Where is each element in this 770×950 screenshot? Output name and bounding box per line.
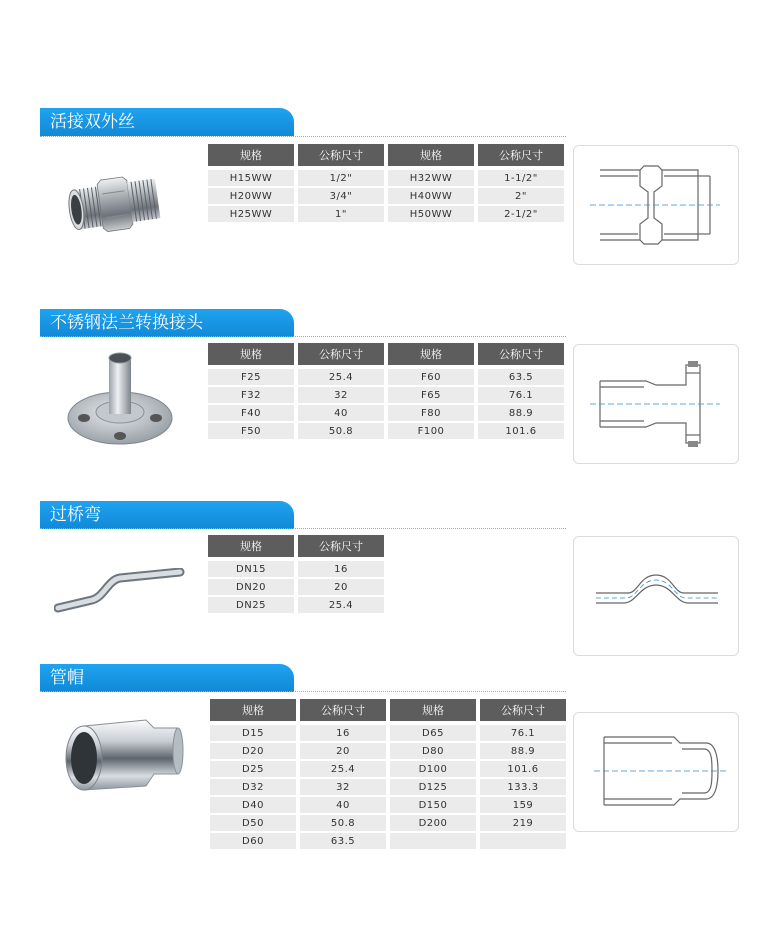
table-row bbox=[210, 779, 570, 797]
table-cell: H32WW bbox=[388, 170, 478, 188]
table-cell: DN15 bbox=[208, 561, 298, 579]
table-cell: 50.8 bbox=[300, 815, 390, 833]
table-cell: 20 bbox=[300, 743, 390, 761]
table-cell: F25 bbox=[208, 369, 298, 387]
table-cell: D25 bbox=[210, 761, 300, 779]
table-cell: F60 bbox=[388, 369, 478, 387]
table-cell: 219 bbox=[480, 815, 570, 833]
table-row bbox=[210, 797, 570, 815]
section-title-bar bbox=[40, 664, 294, 692]
bridge-bend-photo bbox=[54, 568, 190, 618]
table-cell: D65 bbox=[390, 725, 480, 743]
divider bbox=[40, 528, 566, 529]
table-cell: 3/4" bbox=[298, 188, 388, 206]
table-cell: D15 bbox=[210, 725, 300, 743]
table-cell: 32 bbox=[300, 779, 390, 797]
technical-drawing-pipe-cap bbox=[573, 712, 739, 832]
column-header: 规格 bbox=[208, 535, 298, 561]
divider bbox=[40, 336, 566, 337]
column-header: 规格 bbox=[210, 699, 300, 725]
divider bbox=[40, 691, 566, 692]
table-cell: 101.6 bbox=[480, 761, 570, 779]
table-row bbox=[208, 561, 388, 579]
column-header: 公称尺寸 bbox=[298, 343, 388, 369]
cross-section-drawing bbox=[574, 146, 738, 264]
column-header: 规格 bbox=[208, 144, 298, 170]
table-cell: D60 bbox=[210, 833, 300, 851]
column-header: 公称尺寸 bbox=[298, 144, 388, 170]
table-row bbox=[208, 170, 568, 188]
table-cell: 1/2" bbox=[298, 170, 388, 188]
table-row bbox=[208, 369, 568, 387]
table-cell: D80 bbox=[390, 743, 480, 761]
table-cell: 88.9 bbox=[478, 405, 568, 423]
table-cell: 25.4 bbox=[300, 761, 390, 779]
table-cell: 76.1 bbox=[480, 725, 570, 743]
technical-drawing-union bbox=[573, 145, 739, 265]
table-row bbox=[208, 423, 568, 441]
column-header: 规格 bbox=[388, 144, 478, 170]
table-cell: 16 bbox=[300, 725, 390, 743]
table-cell: D100 bbox=[390, 761, 480, 779]
table-cell: H25WW bbox=[208, 206, 298, 224]
table-row bbox=[210, 725, 570, 743]
cross-section-drawing bbox=[574, 537, 738, 655]
column-header: 公称尺寸 bbox=[480, 699, 570, 725]
table-row bbox=[208, 206, 568, 224]
section-title: 过桥弯 bbox=[50, 505, 101, 525]
table-cell bbox=[390, 833, 480, 851]
table-cell: 88.9 bbox=[480, 743, 570, 761]
table-cell: D150 bbox=[390, 797, 480, 815]
table-cell: H15WW bbox=[208, 170, 298, 188]
table-cell: D20 bbox=[210, 743, 300, 761]
table-cell: F32 bbox=[208, 387, 298, 405]
divider bbox=[40, 136, 566, 137]
table-cell: 63.5 bbox=[478, 369, 568, 387]
table-cell: D50 bbox=[210, 815, 300, 833]
table-cell: F40 bbox=[208, 405, 298, 423]
section-title: 管帽 bbox=[50, 668, 84, 688]
table-cell: 133.3 bbox=[480, 779, 570, 797]
table-cell: F80 bbox=[388, 405, 478, 423]
column-header: 规格 bbox=[388, 343, 478, 369]
table-cell: D32 bbox=[210, 779, 300, 797]
table-cell bbox=[480, 833, 570, 851]
table-cell: 32 bbox=[298, 387, 388, 405]
technical-drawing-flange bbox=[573, 344, 739, 464]
cross-section-drawing bbox=[574, 345, 738, 463]
section-title-bar bbox=[40, 108, 294, 136]
section-title: 活接双外丝 bbox=[50, 112, 135, 132]
table-row bbox=[208, 387, 568, 405]
section-title: 不锈钢法兰转换接头 bbox=[50, 313, 203, 333]
table-cell: 40 bbox=[298, 405, 388, 423]
technical-drawing-bridge-bend bbox=[573, 536, 739, 656]
cross-section-drawing bbox=[574, 713, 738, 831]
table-cell: 63.5 bbox=[300, 833, 390, 851]
table-cell: 20 bbox=[298, 579, 388, 597]
column-header: 公称尺寸 bbox=[298, 535, 388, 561]
column-header: 公称尺寸 bbox=[478, 144, 568, 170]
column-header: 规格 bbox=[208, 343, 298, 369]
table-cell: D200 bbox=[390, 815, 480, 833]
table-cell: D125 bbox=[390, 779, 480, 797]
table-cell: 40 bbox=[300, 797, 390, 815]
table-row bbox=[210, 833, 570, 851]
table-cell: 76.1 bbox=[478, 387, 568, 405]
table-cell: 1-1/2" bbox=[478, 170, 568, 188]
table-cell: 25.4 bbox=[298, 369, 388, 387]
table-cell: 50.8 bbox=[298, 423, 388, 441]
table-cell: 1" bbox=[298, 206, 388, 224]
table-header-row bbox=[210, 699, 570, 725]
spec-table bbox=[210, 699, 570, 851]
table-cell: 16 bbox=[298, 561, 388, 579]
pipe-cap-photo bbox=[60, 712, 184, 798]
table-row bbox=[208, 188, 568, 206]
table-cell: H20WW bbox=[208, 188, 298, 206]
table-cell: DN25 bbox=[208, 597, 298, 615]
table-cell: 101.6 bbox=[478, 423, 568, 441]
section-title-bar bbox=[40, 309, 294, 337]
table-cell: F100 bbox=[388, 423, 478, 441]
spec-table bbox=[208, 144, 568, 224]
table-row bbox=[208, 405, 568, 423]
table-header-row bbox=[208, 144, 568, 170]
section-title-bar bbox=[40, 501, 294, 529]
table-cell: 2" bbox=[478, 188, 568, 206]
table-cell: D40 bbox=[210, 797, 300, 815]
table-row bbox=[210, 761, 570, 779]
table-row bbox=[208, 597, 388, 615]
table-cell: F65 bbox=[388, 387, 478, 405]
column-header: 规格 bbox=[390, 699, 480, 725]
flange-adapter-photo bbox=[64, 348, 176, 448]
table-cell: H50WW bbox=[388, 206, 478, 224]
table-row bbox=[210, 743, 570, 761]
column-header: 公称尺寸 bbox=[478, 343, 568, 369]
table-cell: H40WW bbox=[388, 188, 478, 206]
union-nipple-photo bbox=[64, 168, 170, 240]
table-cell: 25.4 bbox=[298, 597, 388, 615]
table-header-row bbox=[208, 535, 388, 561]
table-cell: 2-1/2" bbox=[478, 206, 568, 224]
table-row bbox=[210, 815, 570, 833]
spec-table bbox=[208, 343, 568, 441]
column-header: 公称尺寸 bbox=[300, 699, 390, 725]
table-header-row bbox=[208, 343, 568, 369]
table-cell: DN20 bbox=[208, 579, 298, 597]
table-row bbox=[208, 579, 388, 597]
table-cell: F50 bbox=[208, 423, 298, 441]
spec-table bbox=[208, 535, 388, 615]
table-cell: 159 bbox=[480, 797, 570, 815]
